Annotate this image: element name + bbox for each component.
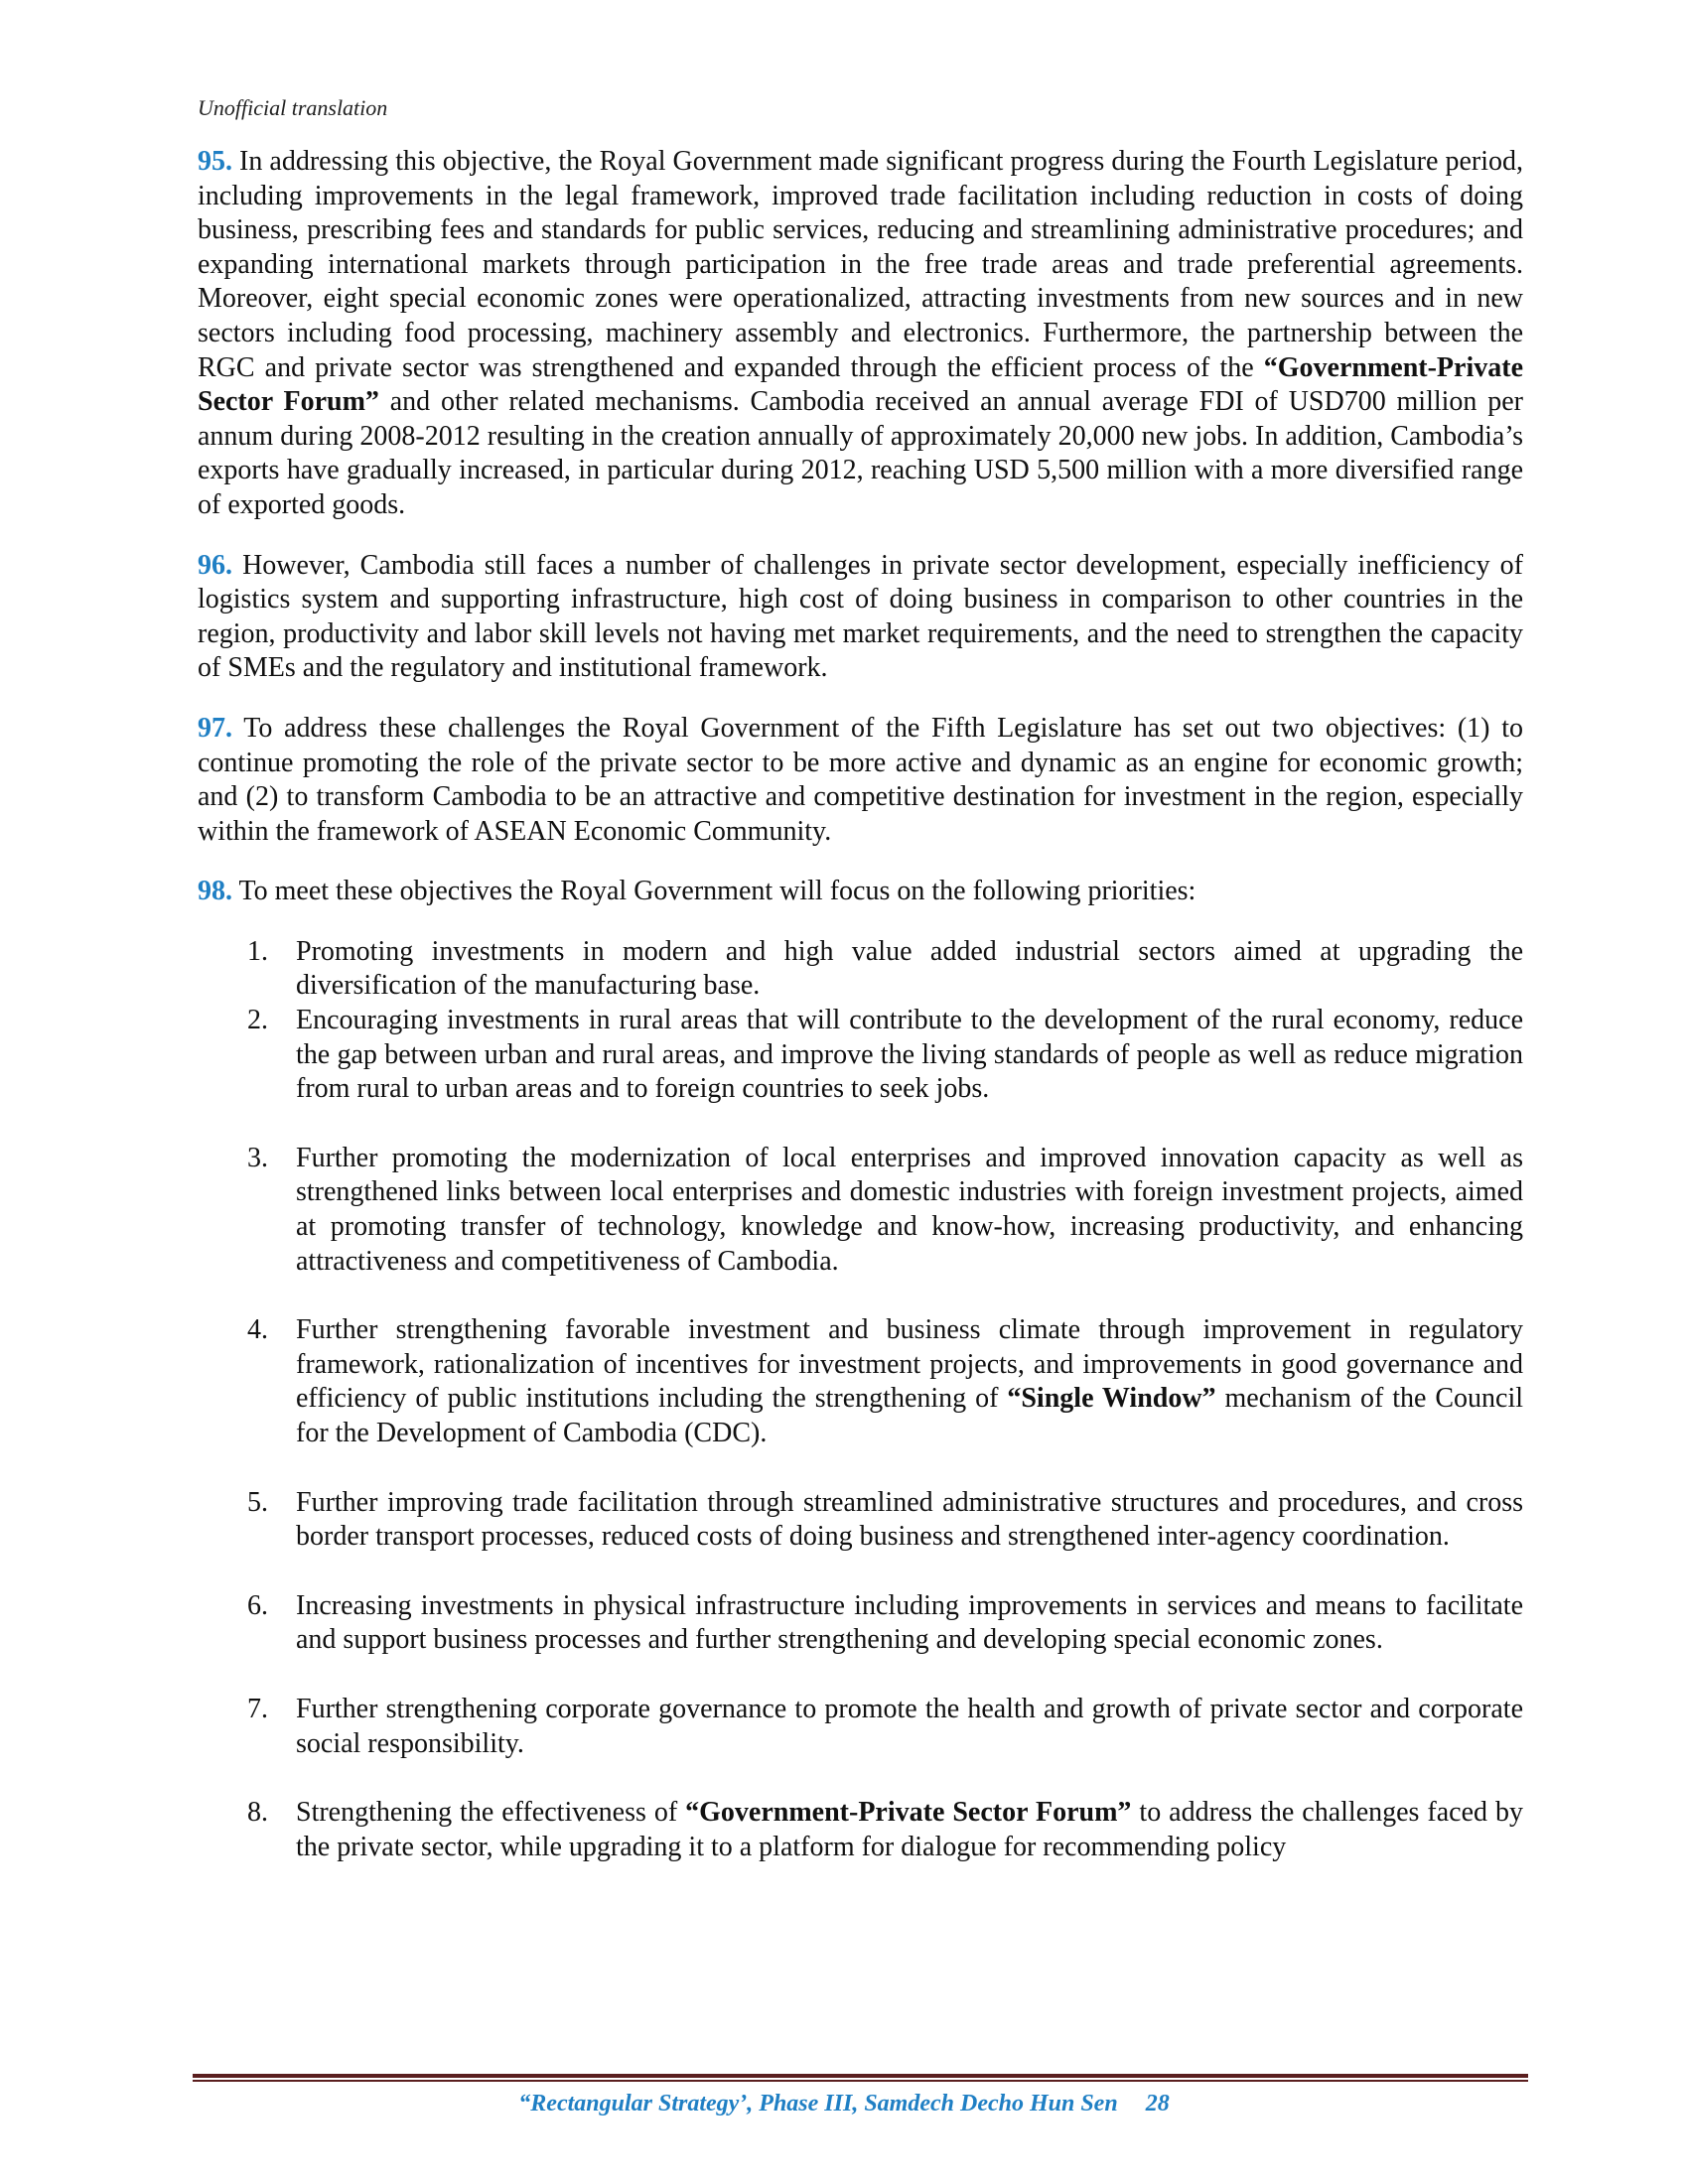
paragraph-number: 96. [198,549,232,581]
priority-number: 3. [247,1142,268,1173]
priority-number: 1. [247,935,268,967]
paragraph-text: However, Cambodia still faces a number of challenges in private sector development, especially inefficiency of logistics system and supporting infrastructure, high cost of doing business in comparison to other countries in the region, productivity and labor skill levels not having met market requirements, and the need to strengthen the capacity of SMEs and the regulatory and institutional framework. [198,549,1523,684]
footer-text: “Rectangular Strategy’, Phase III, Samdech Decho Hun Sen [518,2091,1118,2116]
priority-item [198,1486,1523,1555]
priority-item [198,1693,1523,1761]
paragraph-bold-text: “Government-Private Sector Forum” [198,351,1523,418]
priority-number: 5. [247,1486,268,1518]
priority-item [198,935,1523,1004]
paragraph-98 [198,875,1523,909]
paragraph-text: To meet these objectives the Royal Government will focus on the following priorities: [232,876,1196,907]
paragraph-95 [198,145,1523,523]
priority-text: Promoting investments in modern and high value added industrial sectors aimed at upgrading the diversification of the manufacturing base. [296,935,1523,1002]
priority-text: Further strengthening corporate governance to promote the health and growth of private sector and corporate social responsibility. [296,1693,1523,1759]
priority-number: 7. [247,1693,268,1724]
document-page [198,95,1523,1864]
priority-text: Further strengthening favorable investment and business climate through improvement in regulatory framework, rationalization of incentives for investment projects, and improvements in good governance and efficiency of public institutions including the strengthening of [296,1314,1523,1415]
priority-text-continued: to address the challenges faced by the private sector, while upgrading it to a platform for dialogue for recommending policy [296,1797,1523,1862]
paragraph-text-continued: and other related mechanisms. Cambodia received an annual average FDI of USD700 million per annum during 2008-2012 resulting in the creation annually of approximately 20,000 new jobs. In addition, Cambodia’s exports have gradually increased, in particular during 2012, reaching USD 5,500 million with a more diversified range of exported goods. [198,386,1523,520]
paragraph-number: 95. [198,146,232,177]
priority-text: Encouraging investments in rural areas that will contribute to the development of the rural economy, reduce the gap between urban and rural areas, and improve the living standards of people as well as reduce migration from rural to urban areas and to foreign countries to seek jobs. [296,1005,1523,1105]
priority-number: 4. [247,1314,268,1346]
priority-text-continued: mechanism of the Council for the Development of Cambodia (CDC). [296,1383,1523,1448]
priority-text: Further promoting the modernization of local enterprises and improved innovation capacity as well as strengthened links between local enterprises and domestic industries with foreign investment projects, aimed at promoting transfer of technology, knowledge and know-how, increasing productivity, and enhancing attractiveness and competitiveness of Cambodia. [296,1142,1523,1277]
priority-item [198,1313,1523,1450]
priority-text: Increasing investments in physical infrastructure including improvements in services and means to facilitate and support business processes and further strengthening and developing special economic zones. [296,1589,1523,1656]
priority-item [198,1142,1523,1279]
page-footer [0,2091,1688,2117]
footer-rule-thin [193,2080,1528,2082]
paragraph-96 [198,549,1523,686]
paragraph-text: In addressing this objective, the Royal Government made significant progress during the Fourth Legislature period, including improvements in the legal framework, improved trade facilitation including reduction in costs of doing business, prescribing fees and standards for public services, reducing and streamlining administrative procedures; and expanding international markets through participation in the free trade areas and trade preferential agreements. Moreover, eight special economic zones were operationalized, attracting investments from new sources and in new sectors including food processing, machinery assembly and electronics. Furthermore, the partnership between the RGC and private sector was strengthened and expanded through the efficient process of the [198,146,1523,383]
priority-text: Strengthening the effectiveness of [296,1797,686,1829]
priorities-list [198,935,1523,1864]
paragraph-text: To address these challenges the Royal Government of the Fifth Legislature has set out two objectives: (1) to continue promoting the role of the private sector to be more active and dynamic as an engine for economic growth; and (2) to transform Cambodia to be an attractive and competitive destination for investment in the region, especially within the framework of ASEAN Economic Community. [198,712,1523,847]
priority-item [198,1004,1523,1107]
paragraph-number: 97. [198,712,232,744]
page-number: 28 [1145,2091,1170,2116]
priority-bold-text: “Government-Private Sector Forum” [685,1797,1132,1829]
priority-item [198,1589,1523,1658]
header-note: Unofficial translation [198,95,388,120]
priority-bold-text: “Single Window” [1007,1383,1216,1415]
priority-number: 2. [247,1005,268,1036]
priority-number: 8. [247,1797,268,1829]
paragraph-number: 98. [198,876,232,907]
paragraph-97 [198,712,1523,849]
priority-number: 6. [247,1589,268,1621]
footer-rule [193,2074,1528,2078]
priority-text: Further improving trade facilitation through streamlined administrative structures and procedures, and cross border transport processes, reduced costs of doing business and strengthened inter-agency coordination. [296,1486,1523,1553]
priority-item [198,1796,1523,1864]
